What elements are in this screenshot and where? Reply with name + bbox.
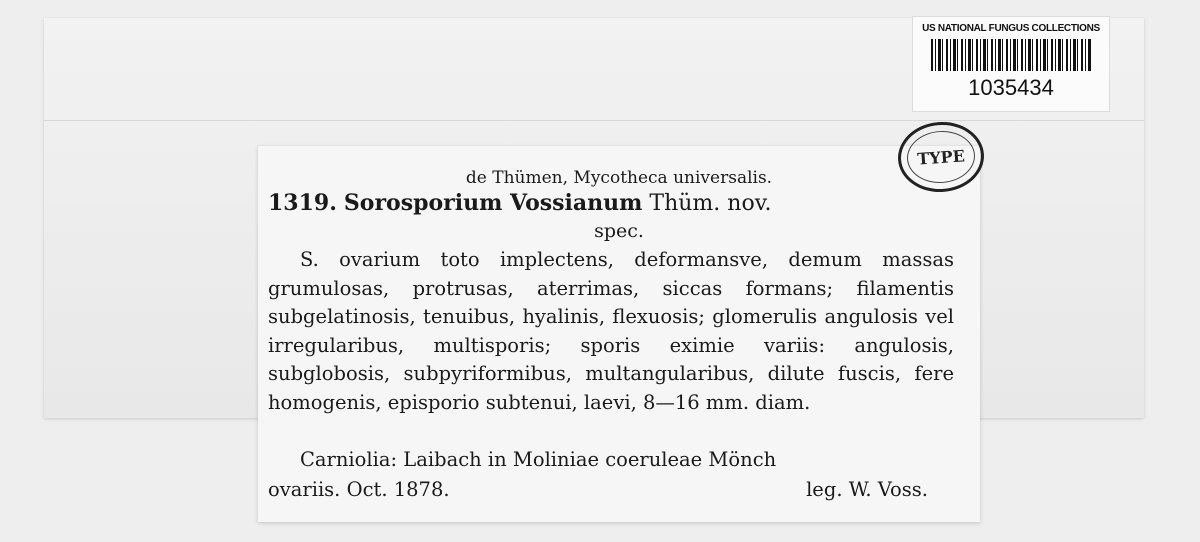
collector: leg. W. Voss. — [806, 478, 928, 501]
taxon-title — [268, 190, 968, 216]
barcode-label — [912, 16, 1110, 112]
specimen-label — [258, 146, 980, 522]
accession-number: 1035434 — [968, 75, 1054, 100]
species-description: S. ovarium toto implectens, deformansve, demum massas grumulosas, protrusas, aterrimas, siccas formans; filamentis subgelatinosis, tenuibus, hyalinis, flexuosis; glomerulis angulosis vel irregularibus, multisporis; sporis eximie variis: angulosis, subglobosis, subpyriformibus, multangularibus, dilute fuscis, fere homogenis, episporio subtenui, laevi, 8—16 mm. diam. — [268, 248, 954, 414]
barcode-icon — [931, 39, 1091, 71]
exsiccata-number: 1319. — [268, 190, 337, 216]
taxon-author: Thüm. — [649, 191, 721, 216]
collection-locality: Carniolia: Laibach in Moliniae coeruleae Mönch — [300, 448, 777, 471]
taxon-name: Sorosporium Vossianum — [343, 190, 643, 216]
collection-date: ovariis. Oct. 1878. — [268, 478, 450, 501]
collection-name: US NATIONAL FUNGUS COLLECTIONS — [922, 23, 1100, 34]
exsiccata-series: de Thümen, Mycotheca universalis. — [465, 168, 773, 188]
type-stamp-text: TYPE — [916, 145, 966, 169]
taxon-status-continued: spec. — [594, 220, 644, 242]
taxon-status: nov. — [727, 191, 772, 216]
